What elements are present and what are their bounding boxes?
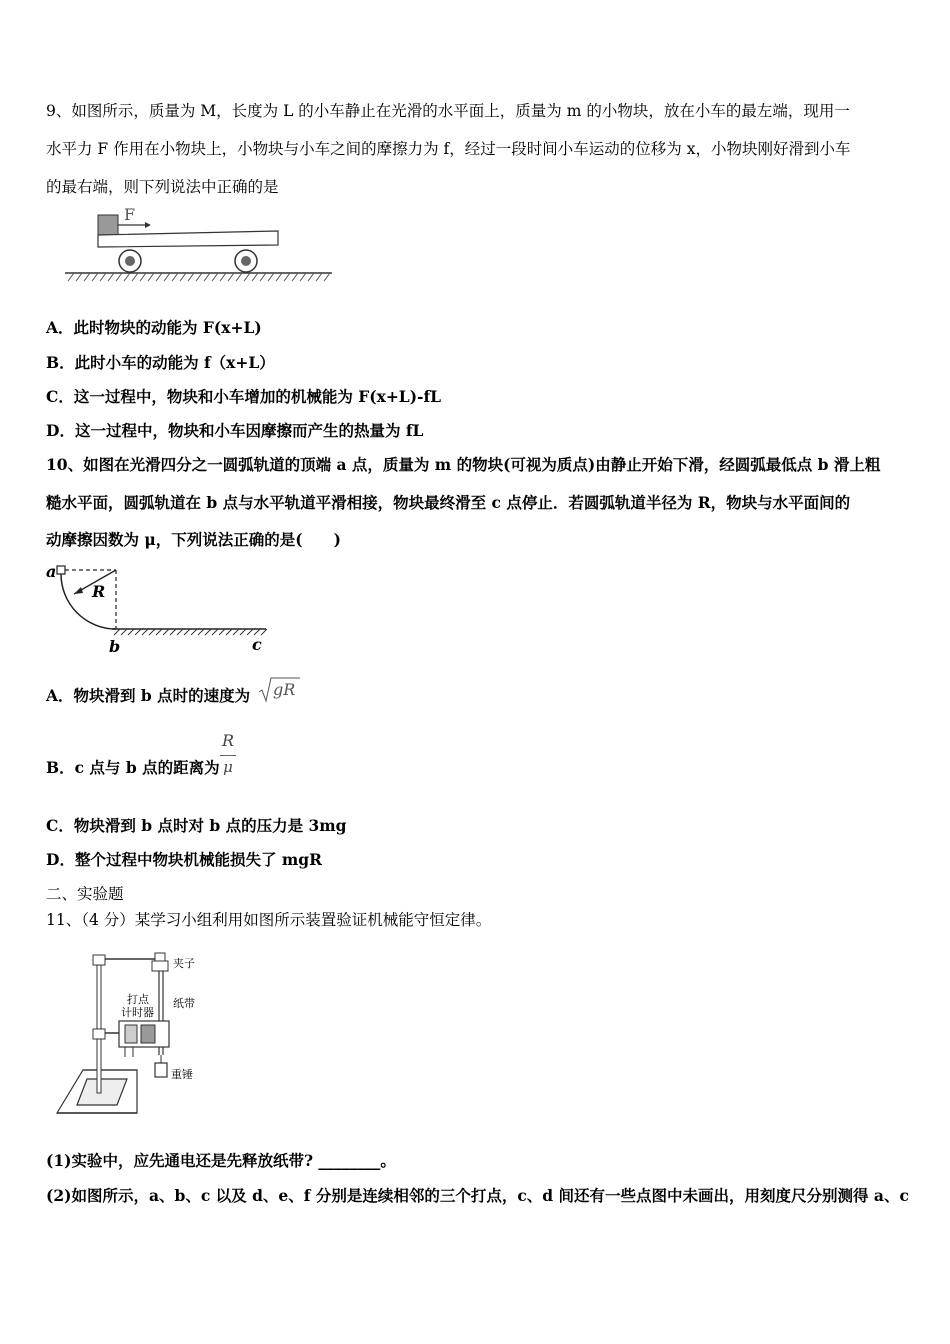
tape-label: 纸带 (173, 997, 195, 1010)
force-label: F (124, 205, 136, 224)
sqrt-content: gR (273, 680, 296, 699)
q10-arc-figure (40, 560, 280, 660)
clip-label: 夹子 (173, 957, 195, 970)
q9-option-a: A．此时物块的动能为 F(x+L) (46, 318, 262, 337)
q10-line-2: 糙水平面，圆弧轨道在 b 点与水平轨道平滑相接，物块最终滑至 c 点停止．若圆弧轨道半径为 R，物块与水平面间的 (46, 493, 851, 512)
q9-line-1: 9、如图所示，质量为 M，长度为 L 的小车静止在光滑的水平面上，质量为 m 的小物块，放在小车的最左端，现用一 (46, 102, 850, 120)
q9-line-3: 的最右端，则下列说法中正确的是 (46, 178, 279, 196)
q9-option-b: B．此时小车的动能为 f（x+L） (46, 353, 275, 372)
point-b-label: b (109, 637, 121, 656)
q11-line-1: 11、（4 分）某学习小组利用如图所示装置验证机械能守恒定律。 (46, 911, 492, 929)
point-c-label: c (252, 635, 262, 654)
q9-cart-figure (60, 205, 340, 290)
timer-label-2: 计时器 (121, 1006, 154, 1019)
q10-option-d: D．整个过程中物块机械能损失了 mgR (46, 850, 322, 869)
q10-option-c: C．物块滑到 b 点时对 b 点的压力是 3mg (46, 816, 347, 835)
q10-option-a: A．物块滑到 b 点时的速度为 (46, 686, 251, 705)
radius-label: R (92, 582, 106, 601)
q10-option-b: B．c 点与 b 点的距离为 (46, 758, 220, 777)
q9-line-2: 水平力 F 作用在小物块上，小物块与小车之间的摩擦力为 f，经过一段时间小车运动的位移为 x，小物块刚好滑到小车 (46, 140, 851, 158)
timer-label-1: 打点 (127, 993, 149, 1006)
weight-label: 重锤 (171, 1068, 193, 1081)
q11-sub-2: (2)如图所示，a、b、c 以及 d、e、f 分别是连续相邻的三个打点，c、d 间还有一些点图中未画出，用刻度尺分别测得 a、c (46, 1186, 909, 1205)
q9-option-c: C．这一过程中，物块和小车增加的机械能为 F(x+L)-fL (46, 387, 442, 406)
q11-apparatus-figure (55, 945, 215, 1125)
q9-option-d: D．这一过程中，物块和小车因摩擦而产生的热量为 fL (46, 421, 424, 440)
fraction-denominator: μ (223, 758, 233, 776)
fraction-numerator: R (221, 731, 235, 750)
sqrt-gR (258, 675, 302, 705)
q11-sub-1: (1)实验中，应先通电还是先释放纸带? ________。 (46, 1151, 396, 1170)
fraction-bar (220, 755, 236, 756)
section-title: 二、实验题 (46, 885, 124, 903)
q10-line-3: 动摩擦因数为 μ，下列说法正确的是( ) (46, 530, 341, 549)
q10-line-1: 10、如图在光滑四分之一圆弧轨道的顶端 a 点，质量为 m 的物块(可视为质点)由静止开始下滑，经圆弧最低点 b 滑上粗 (46, 455, 881, 474)
block-shape (98, 215, 118, 235)
point-a-label: a (46, 562, 57, 581)
